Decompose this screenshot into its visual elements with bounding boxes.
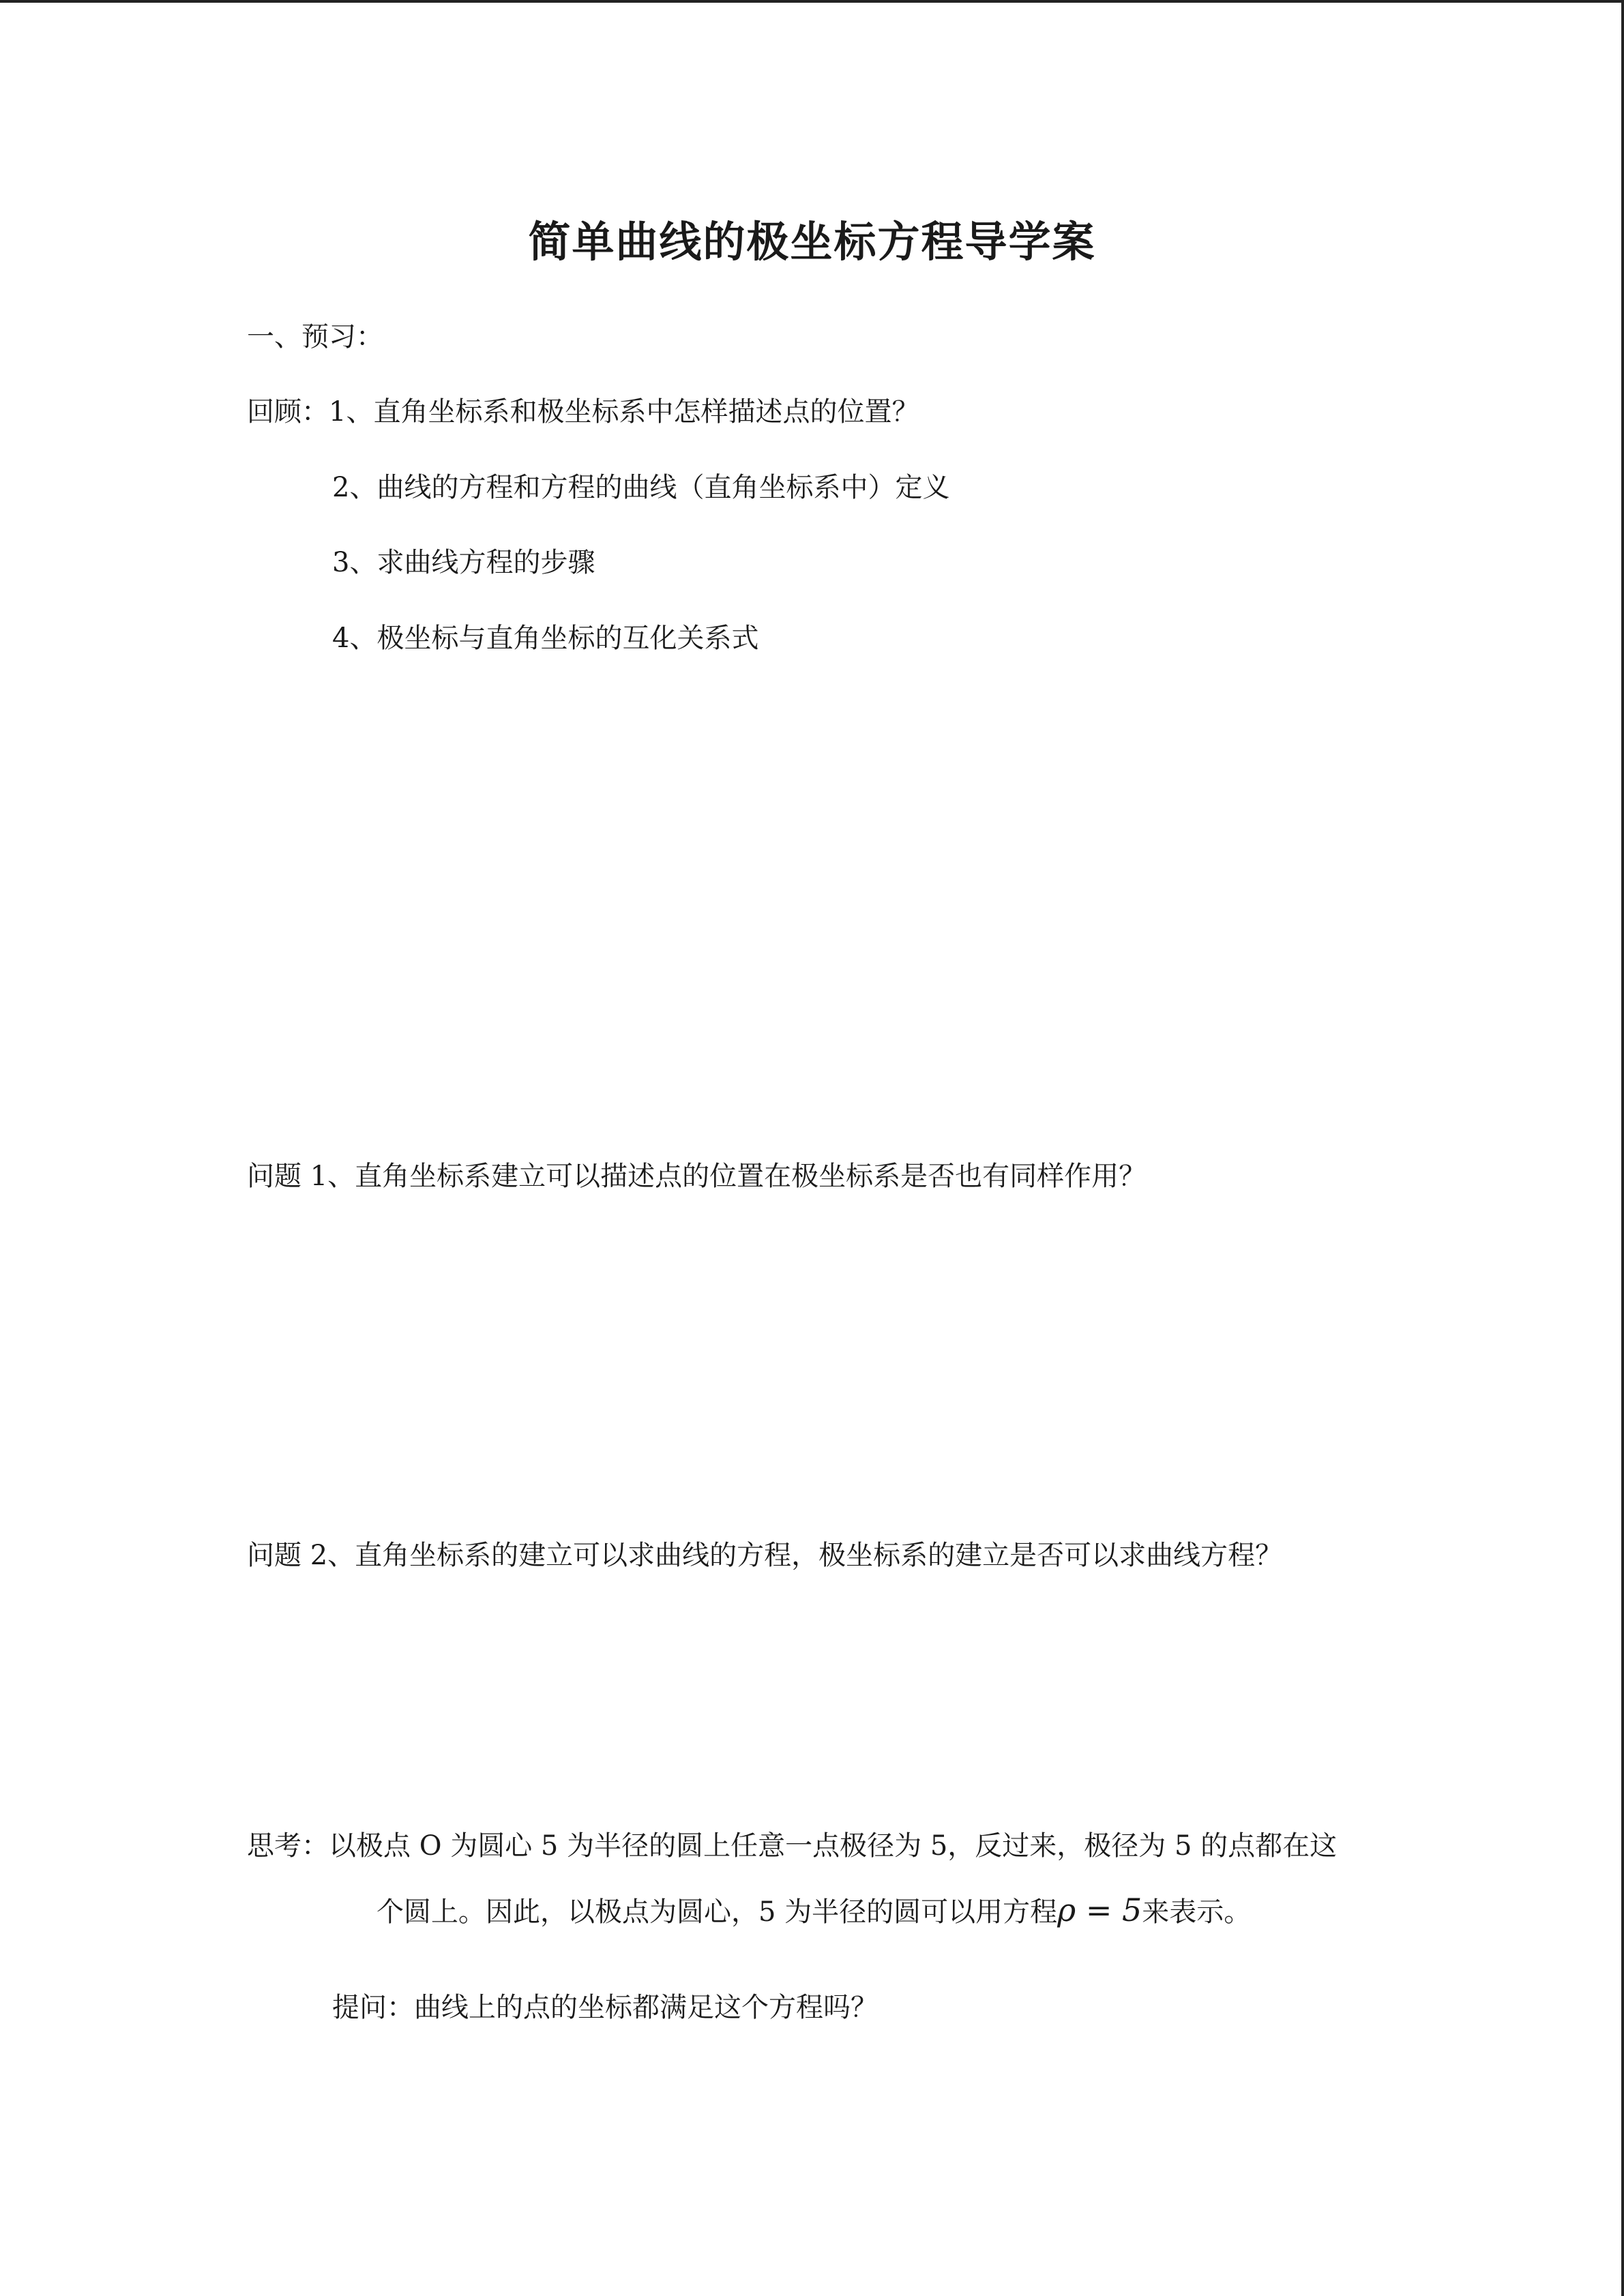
think-line-2 (377, 1890, 1251, 1929)
section-heading-preview: 一、预习： (247, 321, 383, 353)
question-2: 问题 2、直角坐标系的建立可以求曲线的方程，极坐标系的建立是否可以求曲线方程？ (247, 1540, 1283, 1571)
review-item-2: 2、曲线的方程和方程的曲线（直角坐标系中）定义 (332, 472, 950, 503)
document-title: 简单曲线的极坐标方程导学案 (528, 217, 1096, 267)
review-item-3: 3、求曲线方程的步骤 (332, 547, 595, 578)
think-line-1: 思考：以极点 O 为圆心 5 为半径的圆上任意一点极径为 5，反过来，极径为 5 的点都在这 (247, 1830, 1338, 1862)
top-border (0, 0, 1624, 3)
right-border (1621, 0, 1624, 2296)
equation-rho-5: ρ = 5 (1057, 1892, 1142, 1928)
review-item-4: 4、极坐标与直角坐标的互化关系式 (332, 623, 759, 654)
review-item-1: 回顾：1、直角坐标系和极坐标系中怎样描述点的位置？ (247, 396, 919, 428)
think-line-2-end: 来表示。 (1142, 1896, 1252, 1928)
ask-question: 提问：曲线上的点的坐标都满足这个方程吗？ (332, 1992, 878, 2023)
question-1: 问题 1、直角坐标系建立可以描述点的位置在极坐标系是否也有同样作用？ (247, 1161, 1147, 1192)
think-line-2-text: 个圆上。因此，以极点为圆心，5 为半径的圆可以用方程 (377, 1896, 1058, 1928)
